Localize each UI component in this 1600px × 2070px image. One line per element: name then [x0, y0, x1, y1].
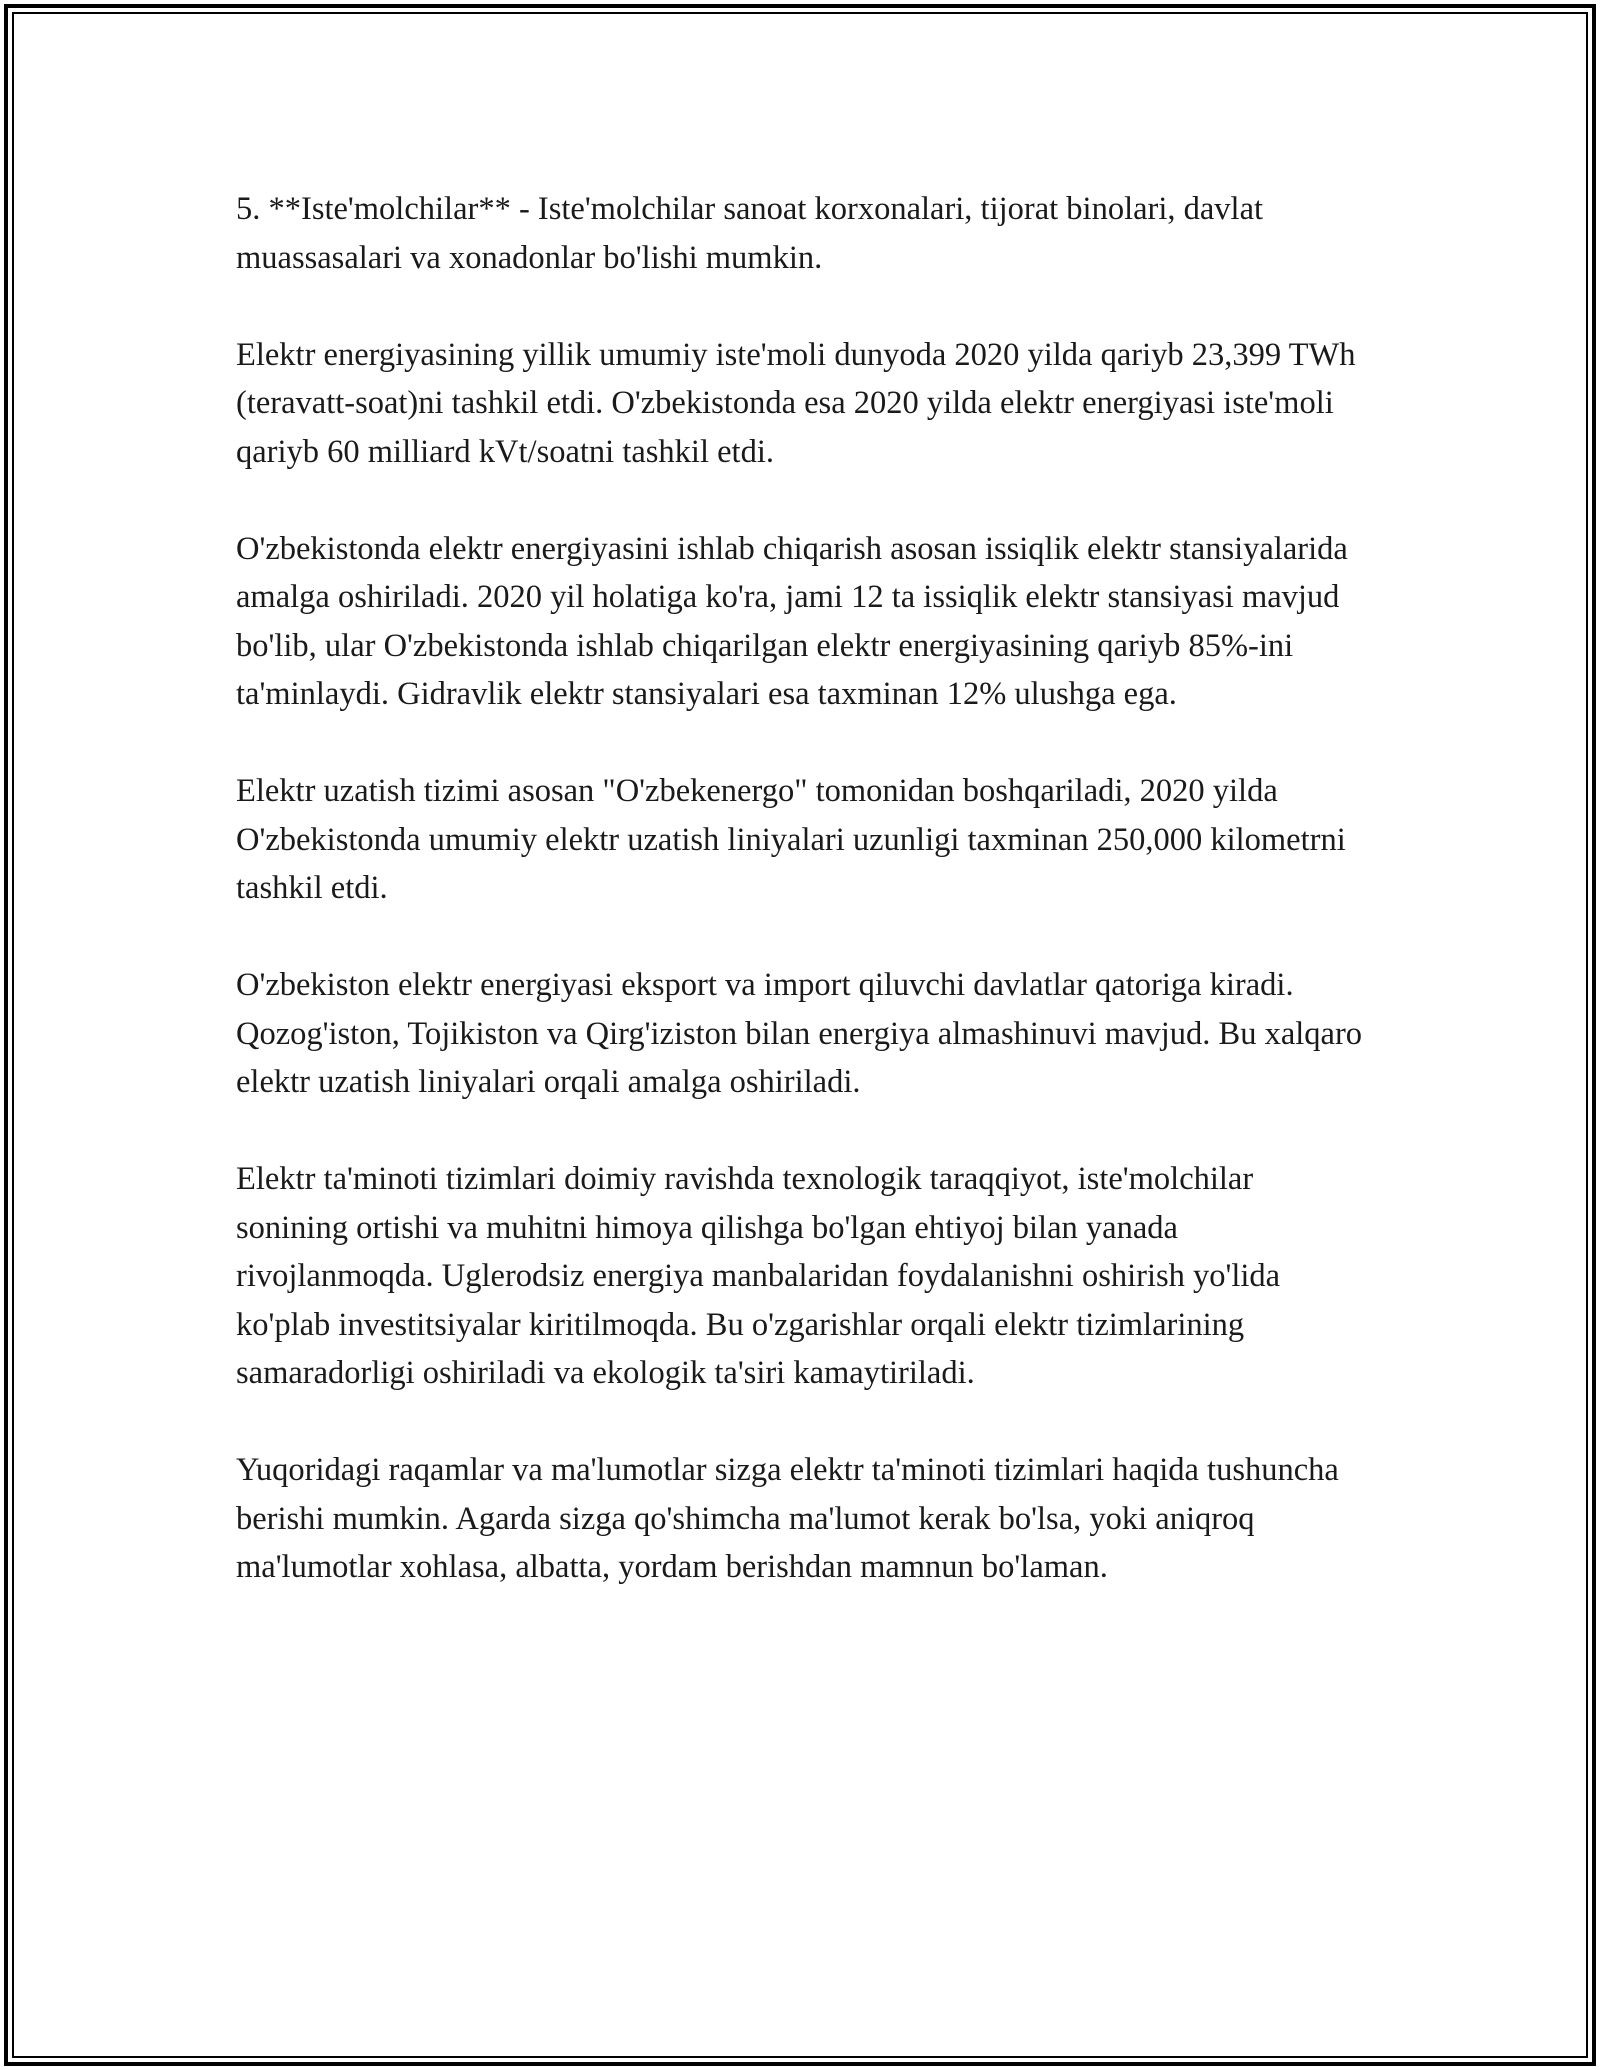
paragraph-export-import: O'zbekiston elektr energiyasi eksport va import qiluvchi davlatlar qatoriga kiradi. Qozog'iston, Tojikiston va Qirg'iziston bilan energiya almashinuvi mavjud. Bu xalqaro elektr uzatish liniyalari orqali amalga oshiriladi.: [236, 967, 1363, 1100]
paragraph-consumption-stats: Elektr energiyasining yillik umumiy iste'moli dunyoda 2020 yilda qariyb 23,399 TWh (teravatt-soat)ni tashkil etdi. O'zbekistonda esa 2020 yilda elektr energiyasi iste'moli qariyb 60 milliard kVt/soatni tashkil etdi.: [236, 336, 1356, 470]
paragraph-conclusion: Yuqoridagi raqamlar va ma'lumotlar sizga elektr ta'minoti tizimlari haqida tushuncha berishi mumkin. Agarda sizga qo'shimcha ma'lumot kerak bo'lsa, yoki aniqroq ma'lumotlar xohlasa, albatta, yordam berishdan mamnun bo'laman.: [236, 1452, 1339, 1585]
document-body: [236, 185, 1366, 1640]
paragraph-consumers: 5. **Iste'molchilar** - Iste'molchilar sanoat korxonalari, tijorat binolari, davlat muassasalari va xonadonlar bo'lishi mumkin.: [236, 191, 1264, 276]
paragraph-transmission: Elektr uzatish tizimi asosan "O'zbekenergo" tomonidan boshqariladi, 2020 yilda O'zbekistonda umumiy elektr uzatish liniyalari uzunligi taxminan 250,000 kilometrni tashkil etdi.: [236, 773, 1346, 906]
paragraph-generation: O'zbekistonda elektr energiyasini ishlab chiqarish asosan issiqlik elektr stansiyalarida amalga oshiriladi. 2020 yil holatiga ko'ra, jami 12 ta issiqlik elektr stansiyasi mavjud bo'lib, ular O'zbekistonda ishlab chiqarilgan elektr energiyasining qariyb 85%-ini ta'minlaydi. Gidravlik elektr stansiyalari esa taxminan 12% ulushga ega.: [236, 530, 1348, 712]
paragraph-development: Elektr ta'minoti tizimlari doimiy ravishda texnologik taraqqiyot, iste'molchilar sonining ortishi va muhitni himoya qilishga bo'lgan ehtiyoj bilan yanada rivojlanmoqda. Uglerodsiz energiya manbalaridan foydalanishni oshirish yo'lida ko'plab investitsiyalar kiritilmoqda. Bu o'zgarishlar orqali elektr tizimlarining samaradorligi oshiriladi va ekologik ta'siri kamaytiriladi.: [236, 1161, 1281, 1391]
